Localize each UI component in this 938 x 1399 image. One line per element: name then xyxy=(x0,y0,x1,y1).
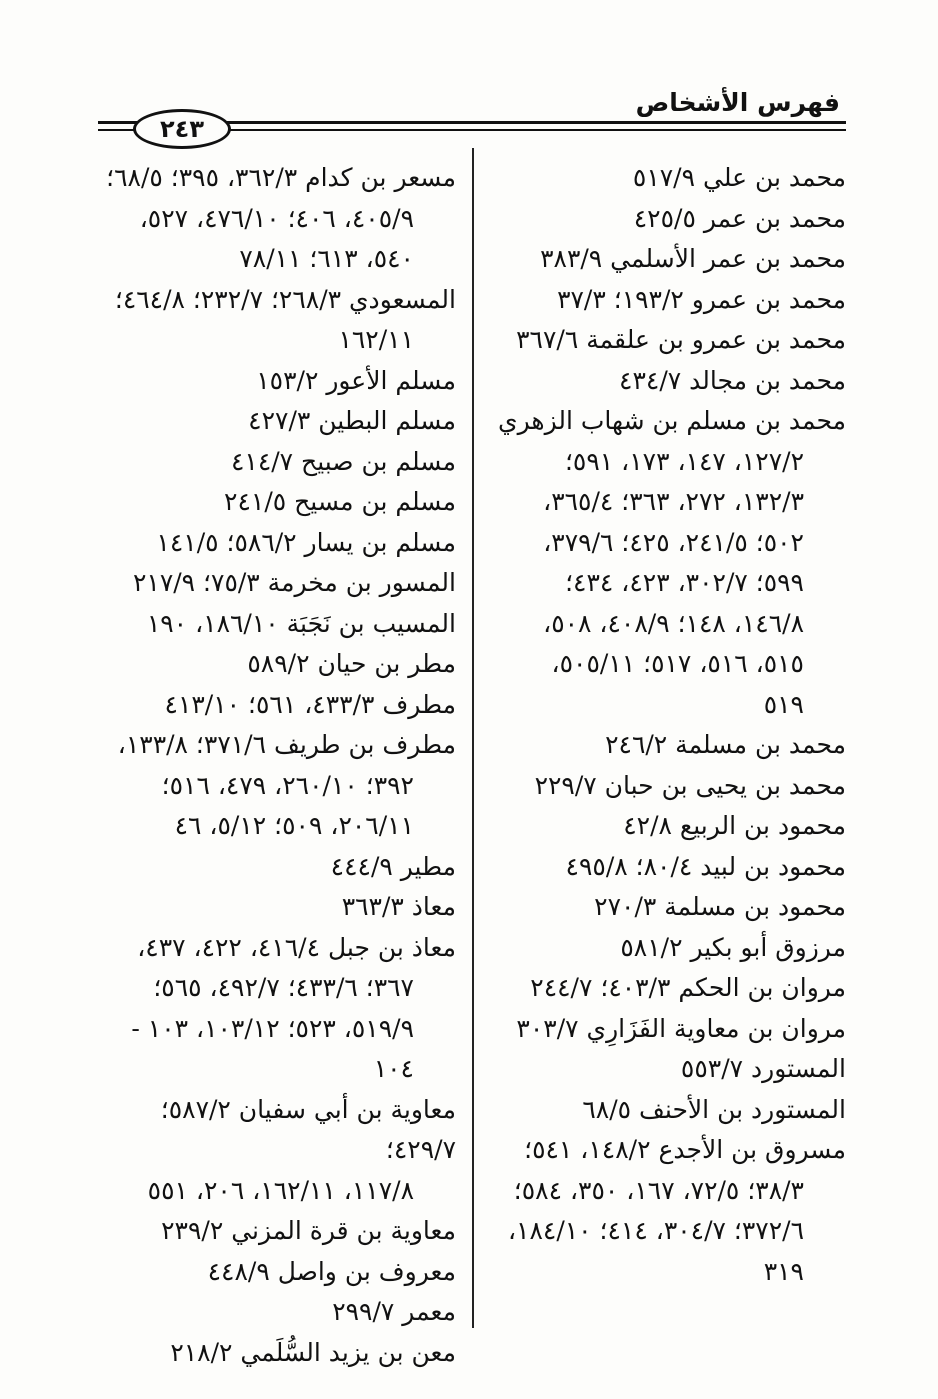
index-entry-continuation: ٣٦٧؛ ٤٣٣/٦؛ ٤٩٢/٧، ٥٦٥؛ xyxy=(153,973,414,1002)
index-entry: المسعودي ٢٦٨/٣؛ ٢٣٢/٧؛ ٤٦٤/٨؛ xyxy=(114,284,456,314)
index-entry-continuation: ١٦٢/١١ xyxy=(338,325,414,354)
index-entry-continuation: ١٢٧/٢، ١٤٧، ١٧٣، ٥٩١؛ xyxy=(564,446,804,476)
index-entry: محمود بن الربيع ٤٢/٨ xyxy=(623,811,846,840)
index-entry: معاوية بن أبي سفيان ٥٨٧/٢؛ ٤٢٩/٧؛ xyxy=(160,1094,456,1164)
index-column-left xyxy=(94,158,456,1373)
index-entry: معاذ بن جبل ٤١٦/٤، ٤٢٢، ٤٣٧، xyxy=(137,932,456,962)
index-entry: محمد بن علي ٥١٧/٩ xyxy=(632,163,846,192)
index-entry: معروف بن واصل ٤٤٨/٩ xyxy=(207,1256,456,1286)
index-entry: مسلم بن يسار ٥٨٦/٢؛ ١٤١/٥ xyxy=(156,527,456,557)
index-entry: مسلم بن صبيح ٤١٤/٧ xyxy=(230,446,456,476)
index-entry: مسلم الأعور ١٥٣/٢ xyxy=(256,365,456,395)
index-entry-continuation: ٣٩٢؛ ٢٦٠/١٠، ٤٧٩، ٥١٦؛ xyxy=(161,770,414,800)
index-entry: مروان بن الحكم ٤٠٣/٣؛ ٢٤٤/٧ xyxy=(530,973,846,1002)
index-entry: المسيب بن نَجَبَة ١٨٦/١٠، ١٩٠ xyxy=(146,608,456,638)
index-entry: مسلم بن مسيح ٢٤١/٥ xyxy=(224,487,456,516)
index-entry: مسلم البطين ٤٢٧/٣ xyxy=(248,406,456,435)
index-column-right xyxy=(484,158,846,1292)
index-entry: المستورد ٥٥٣/٧ xyxy=(680,1054,846,1083)
index-entry: معمر ٢٩٩/٧ xyxy=(332,1297,456,1326)
index-entry: محمد بن عمرو بن علقمة ٣٦٧/٦ xyxy=(516,325,846,354)
index-entry: المستورد بن الأحنف ٦٨/٥ xyxy=(582,1094,846,1124)
index-entry: معاذ ٣٦٣/٣ xyxy=(341,892,456,921)
index-title: فهرس الأشخاص xyxy=(635,88,840,117)
index-entry: محمد بن عمر الأسلمي ٣٨٣/٩ xyxy=(540,244,846,273)
index-entry-continuation: ٤٠٥/٩، ٤٠٦؛ ٤٧٦/١٠، ٥٢٧، xyxy=(139,203,414,233)
index-entry: مطرف بن طريف ٣٧١/٦؛ ١٣٣/٨، xyxy=(117,730,456,759)
index-entry: مسعر بن كدام ٣٦٢/٣، ٣٩٥؛ ٦٨/٥؛ xyxy=(106,163,456,192)
index-entry: مطير ٤٤٤/٩ xyxy=(330,851,456,881)
index-entry-continuation: ١١٧/٨، ١٦٢/١١، ٢٠٦، ٥٥١ xyxy=(147,1175,414,1205)
index-entry-continuation: ١٠٤ xyxy=(373,1054,414,1083)
page-number: ٢٤٣ xyxy=(133,109,231,149)
index-entry: محمد بن مسلمة ٢٤٦/٢ xyxy=(605,730,846,759)
index-entry: محمود بن مسلمة ٢٧٠/٣ xyxy=(594,892,846,921)
index-entry-continuation: ٢٠٦/١١، ٥٠٩؛ ٥/١٢، ٤٦ xyxy=(174,811,414,840)
index-entry-continuation: ٥٤٠، ٦١٣؛ ٧٨/١١ xyxy=(239,244,414,273)
index-entry-continuation: ٣٧٢/٦؛ ٣٠٤/٧، ٤١٤؛ ١٨٤/١٠، xyxy=(507,1216,804,1245)
index-entry-continuation: ٣١٩ xyxy=(763,1256,804,1286)
column-divider xyxy=(472,148,474,1328)
index-entry: محمود بن لبيد ٨٠/٤؛ ٤٩٥/٨ xyxy=(565,851,846,881)
index-entry-continuation: ١٣٢/٣، ٢٧٢، ٣٦٣؛ ٣٦٥/٤، xyxy=(543,487,804,516)
index-entry-continuation: ٣٨/٣؛ ٧٢/٥، ١٦٧، ٣٥٠، ٥٨٤؛ xyxy=(513,1175,804,1205)
index-entry: مروان بن معاوية الفَزَارِي ٣٠٣/٧ xyxy=(516,1013,846,1043)
index-entry: معاوية بن قرة المزني ٢٣٩/٢ xyxy=(161,1216,456,1245)
index-entry: مطر بن حيان ٥٨٩/٢ xyxy=(247,649,456,678)
index-entry-continuation: ٥٠٢؛ ٢٤١/٥، ٤٢٥؛ ٣٧٩/٦، xyxy=(543,527,804,557)
index-entry-continuation: ٥١٩/٩، ٥٢٣؛ ١٠٣/١٢، ١٠٣ - xyxy=(131,1013,414,1043)
index-entry: مرزوق أبو بكير ٥٨١/٢ xyxy=(620,932,846,962)
index-entry: المسور بن مخرمة ٧٥/٣؛ ٢١٧/٩ xyxy=(132,568,456,597)
index-entry: مسروق بن الأجدع ١٤٨/٢، ٥٤١؛ xyxy=(524,1135,846,1164)
index-entry: محمد بن عمرو ١٩٣/٢؛ ٣٧/٣ xyxy=(557,284,846,314)
index-entry: محمد بن مجالد ٤٣٤/٧ xyxy=(619,365,846,395)
index-entry: مطرف ٤٣٣/٣، ٥٦١؛ ٤١٣/١٠ xyxy=(164,689,456,719)
index-entry: محمد بن مسلم بن شهاب الزهري xyxy=(498,406,846,435)
index-entry-continuation: ٥١٩ xyxy=(763,689,804,719)
index-entry: محمد بن يحيى بن حبان ٢٢٩/٧ xyxy=(534,770,846,800)
index-entry-continuation: ٥١٥، ٥١٦، ٥١٧؛ ٥٠٥/١١، xyxy=(551,649,804,678)
index-entry: معن بن يزيد السُّلَمي ٢١٨/٢ xyxy=(170,1337,456,1367)
index-entry-continuation: ١٤٦/٨، ١٤٨؛ ٤٠٨/٩، ٥٠٨، xyxy=(543,608,804,638)
index-entry: محمد بن عمر ٤٢٥/٥ xyxy=(633,203,846,233)
index-entry-continuation: ٥٩٩؛ ٣٠٢/٧، ٤٢٣، ٤٣٤؛ xyxy=(565,568,804,597)
